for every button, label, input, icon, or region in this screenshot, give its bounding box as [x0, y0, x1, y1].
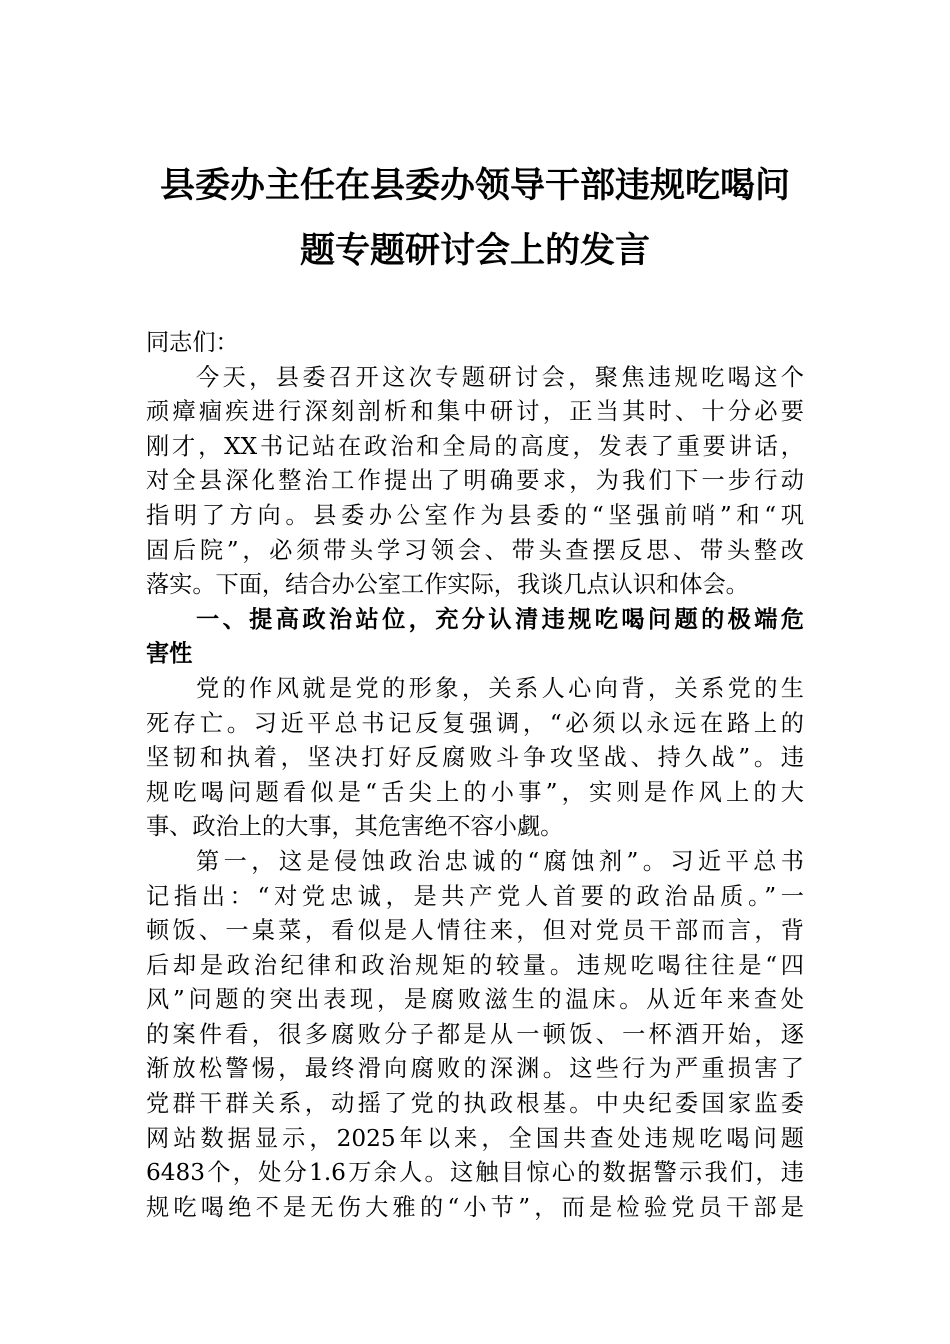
paragraph-3-line: 党群干群关系，动摇了党的执政根基。中央纪委国家监委	[146, 1090, 804, 1118]
section-heading-1-line: 害性	[146, 640, 193, 668]
paragraph-1-line: 固后院”，必须带头学习领会、带头查摆反思、带头整改	[146, 536, 804, 564]
document-title-line-1: 县委办主任在县委办领导干部违规吃喝问	[159, 165, 790, 206]
paragraph-1-line: 指明了方向。县委办公室作为县委的“坚强前哨”和“巩	[146, 501, 804, 529]
paragraph-3-line: 顿饭、一桌菜，看似是人情往来，但对党员干部而言，背	[146, 917, 804, 945]
paragraph-3-line: 的案件看，很多腐败分子都是从一顿饭、一杯酒开始，逐	[146, 1020, 804, 1048]
salutation: 同志们：	[146, 329, 239, 356]
paragraph-2-line: 死存亡。习近平总书记反复强调，“必须以永远在路上的	[146, 709, 804, 737]
paragraph-3-line: 第一，这是侵蚀政治忠诚的“腐蚀剂”。习近平总书	[196, 847, 804, 875]
section-heading-1-line: 一、提高政治站位，充分认清违规吃喝问题的极端危	[196, 605, 804, 633]
paragraph-3-line: 网站数据显示，2025年以来，全国共查处违规吃喝问题	[146, 1124, 804, 1152]
paragraph-3-line: 后却是政治纪律和政治规矩的较量。违规吃喝往往是“四	[146, 951, 804, 979]
paragraph-2-line: 党的作风就是党的形象，关系人心向背，关系党的生	[196, 674, 804, 702]
paragraph-3-line: 渐放松警惕，最终滑向腐败的深渊。这些行为严重损害了	[146, 1055, 804, 1083]
paragraph-1-line: 顽瘴痼疾进行深刻剖析和集中研讨，正当其时、十分必要	[146, 398, 804, 426]
document-title-line-2: 题专题研讨会上的发言	[299, 230, 650, 271]
paragraph-3-line: 6483个，处分1.6万余人。这触目惊心的数据警示我们，违	[146, 1159, 804, 1187]
paragraph-3-line: 风”问题的突出表现，是腐败滋生的温床。从近年来查处	[146, 986, 804, 1014]
paragraph-2-line: 规吃喝问题看似是“舌尖上的小事”，实则是作风上的大	[146, 778, 804, 806]
paragraph-3-line: 规吃喝绝不是无伤大雅的“小节”，而是检验党员干部是	[146, 1193, 804, 1221]
paragraph-1-line: 对全县深化整治工作提出了明确要求，为我们下一步行动	[146, 467, 804, 495]
paragraph-1-line: 今天，县委召开这次专题研讨会，聚焦违规吃喝这个	[196, 363, 804, 391]
paragraph-1-line: 刚才，XX书记站在政治和全局的高度，发表了重要讲话，	[146, 432, 804, 460]
paragraph-2-line: 坚韧和执着，坚决打好反腐败斗争攻坚战、持久战”。违	[146, 744, 804, 772]
paragraph-3-line: 记指出：“对党忠诚，是共产党人首要的政治品质。”一	[146, 882, 804, 910]
paragraph-2-line: 事、政治上的大事，其危害绝不容小觑。	[146, 813, 564, 841]
paragraph-1-line: 落实。下面，结合办公室工作实际，我谈几点认识和体会。	[146, 571, 749, 599]
document-body	[146, 326, 804, 1225]
